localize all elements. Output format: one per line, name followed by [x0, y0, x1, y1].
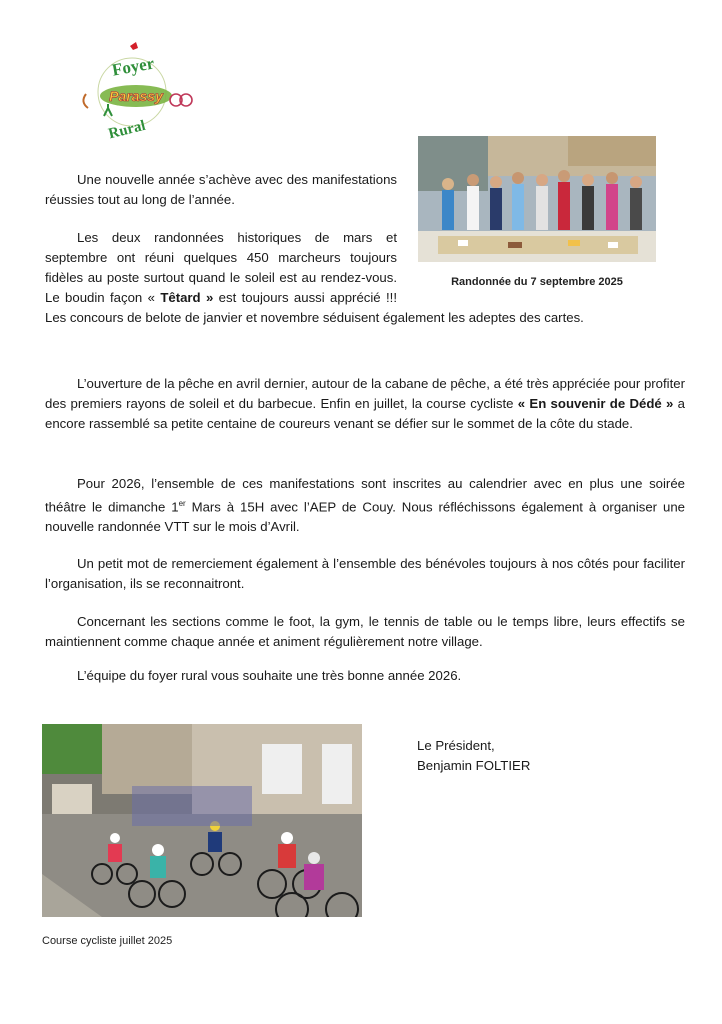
runner-icon — [130, 42, 138, 50]
paragraph-randonnees: Les deux randonnées historiques de mars et septembre ont réuni quelques 450 marcheurs toujours fidèles au poste surtout quand le soleil est au rendez-vous. Le boudin façon « Têtard » est toujours aussi apprécié !!! Les concours de belote de janvier et novembre séduisent également les adeptes des cartes. — [45, 230, 584, 325]
cycling-photo-caption: Course cycliste juillet 2025 — [42, 935, 173, 947]
walker-icon — [104, 104, 112, 116]
cycling-race-photo — [42, 724, 362, 917]
paragraph-sections: Concernant les sections comme le foot, la gym, le tennis de table ou le temps libre, leurs effectifs se maintiennent comme chaque année et animent régulièrement notre village. — [45, 614, 685, 649]
logo-word-parassy: Parassy — [109, 88, 163, 104]
paragraph-intro: Une nouvelle année s’achève avec des manifestations réussies tout au long de l’année. — [45, 172, 397, 207]
signature-block — [417, 736, 530, 776]
paragraph-remerciement: Un petit mot de remerciement également à l’ensemble des bénévoles toujours à nos côtés pour faciliter l’organisation, ils se reconnaitront. — [45, 556, 685, 591]
logo-word-foyer: Foyer — [110, 53, 156, 80]
guitar-icon — [83, 94, 88, 108]
paragraph-2026: Pour 2026, l’ensemble de ces manifestations sont inscrites au calendrier avec en plus une soirée théâtre le dimanche 1er Mars à 15H avec l’AEP de Couy. Nous réfléchissons également à organiser une nouvelle randonnée VTT sur le mois d’Avril. — [45, 476, 685, 535]
paragraph-voeux: L’équipe du foyer rural vous souhaite une très bonne année 2026. — [77, 668, 462, 683]
hike-photo-caption: Randonnée du 7 septembre 2025 — [451, 276, 623, 288]
signature-title: Le Président, — [417, 738, 495, 753]
foyer-rural-logo — [72, 38, 194, 142]
logo-word-rural: Rural — [106, 117, 148, 142]
signature-name: Benjamin FOLTIER — [417, 758, 531, 773]
paragraph-peche-course: L’ouverture de la pêche en avril dernier, autour de la cabane de pêche, a été très appréciée pour profiter des premiers rayons de soleil et du barbecue. Enfin en juillet, la course cycliste « En souvenir de Dédé » a encore rassemblé sa petite centaine de coureurs venant se défier sur le sommet de la côte du stade. — [45, 376, 686, 431]
